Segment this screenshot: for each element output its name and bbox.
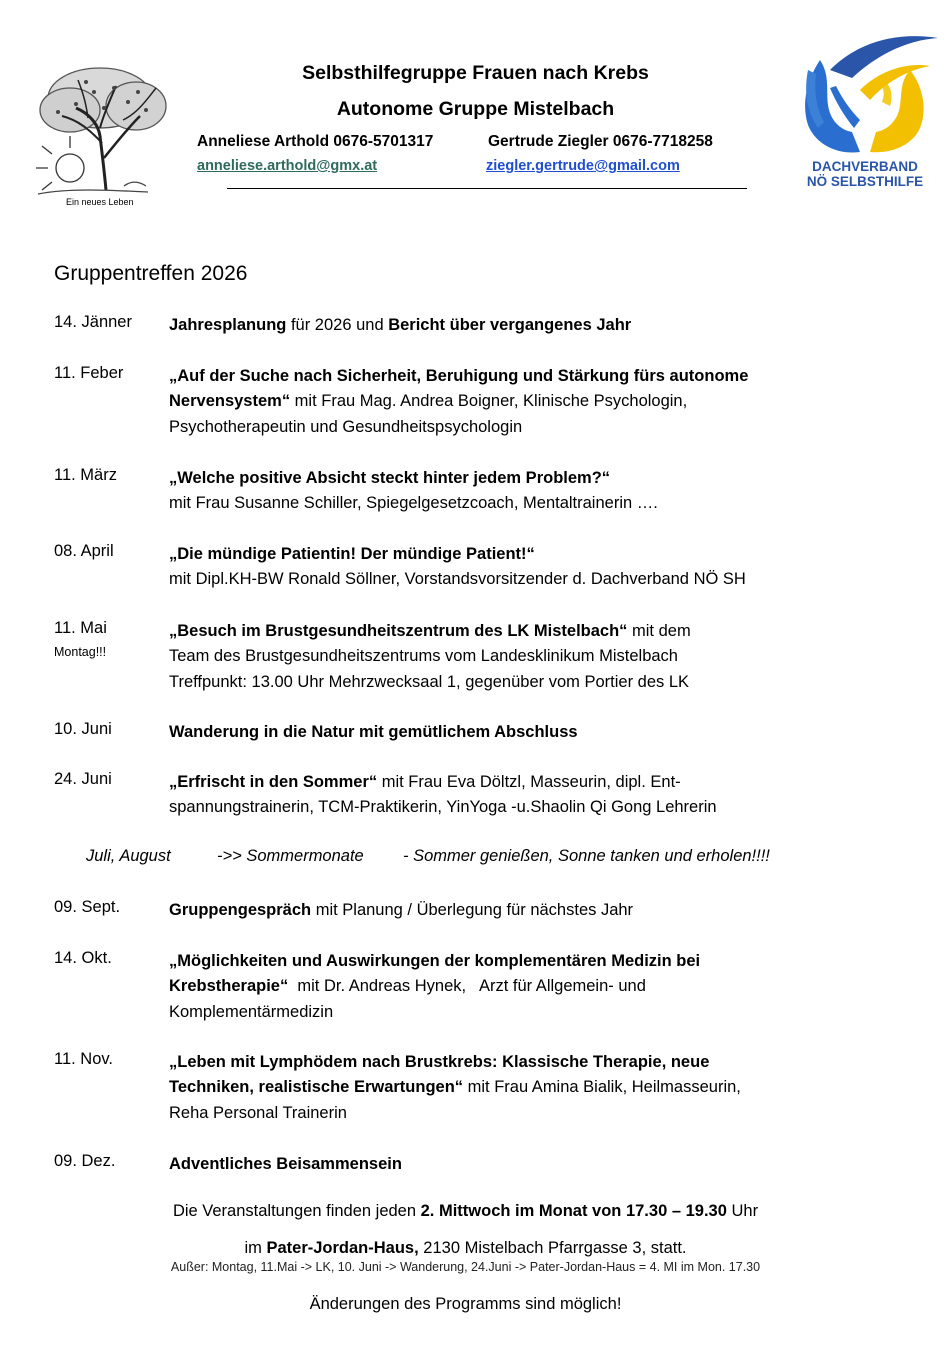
- entry-text: mit Frau Amina Bialik, Heilmasseurin,: [463, 1078, 741, 1097]
- helping-hands-icon: [790, 30, 940, 165]
- entry-description-line: [169, 415, 869, 440]
- entry-highlight-text: Techniken, realistische Erwartungen“: [169, 1078, 464, 1097]
- entry-highlight-text: Jahresplanung: [169, 316, 287, 334]
- entry-description: [169, 1050, 869, 1126]
- entry-description: [169, 770, 869, 821]
- entry-highlight-text: Gruppengespräch: [169, 901, 312, 919]
- summer-arrow-text: ->> Sommermonate: [217, 847, 364, 865]
- entry-description-line: [169, 1050, 869, 1075]
- entry-date: 11. Nov.: [54, 1050, 113, 1068]
- entry-description-line: [169, 542, 869, 567]
- summer-months: Juli, August: [86, 847, 171, 865]
- section-title: Gruppentreffen 2026: [54, 262, 248, 285]
- entry-highlight-text: Wanderung in die Natur mit gemütlichem Abschluss: [169, 723, 578, 741]
- entry-highlight-text: „Besuch im Brustgesundheitszentrum des LK Mistelbach“: [169, 622, 628, 640]
- page-header: [0, 0, 951, 230]
- entry-description-line: [169, 1000, 869, 1025]
- entry-description-line: [169, 567, 869, 592]
- entry-text: mit Dr. Andreas Hynek, Arzt für Allgemein- und: [288, 977, 646, 996]
- email-link-ziegler[interactable]: ziegler.gertrude@gmail.com: [486, 158, 680, 174]
- entry-description-line: [169, 644, 869, 669]
- footer-changes-note: Änderungen des Programms sind möglich!: [309, 1295, 622, 1313]
- email-link-arthold[interactable]: anneliese.arthold@gmx.at: [197, 158, 378, 174]
- footer-location: [0, 1239, 931, 1258]
- entry-date: 11. Mai: [54, 619, 107, 637]
- entry-description-line: [169, 1075, 869, 1100]
- entry-text: mit Frau Mag. Andrea Boigner, Klinische Psychologin,: [290, 392, 688, 411]
- entry-description-line: [169, 670, 869, 695]
- entry-highlight-text: „Welche positive Absicht steckt hinter jedem Problem?“: [169, 469, 611, 487]
- entry-highlight-text: Nervensystem“: [169, 392, 291, 411]
- entry-date: 10. Juni: [54, 720, 112, 738]
- entry-text: Treffpunkt: 13.00 Uhr Mehrzwecksaal 1, gegenüber vom Portier des LK: [169, 672, 690, 691]
- contact-arthold: Anneliese Arthold 0676-5701317: [197, 133, 434, 150]
- entry-highlight-text: „Auf der Suche nach Sicherheit, Beruhigung und Stärkung fürs autonome: [169, 367, 749, 385]
- entry-date: 09. Sept.: [54, 898, 121, 916]
- entry-text: spannungstrainerin, TCM-Praktikerin, YinYoga -u.Shaolin Qi Gong Lehrerin: [169, 798, 717, 817]
- entry-highlight-text: Adventliches Beisammensein: [169, 1155, 402, 1173]
- entry-highlight-text: „Leben mit Lymphödem nach Brustkrebs: Klassische Therapie, neue: [169, 1053, 710, 1071]
- entry-description-line: [169, 1152, 869, 1177]
- entry-description: [169, 542, 869, 593]
- entry-date: 09. Dez.: [54, 1152, 116, 1170]
- entry-highlight-text: „Die mündige Patientin! Der mündige Patient!“: [169, 545, 535, 563]
- entry-description-line: [169, 949, 869, 974]
- entry-date: 11. März: [54, 466, 117, 484]
- entry-description: [169, 466, 869, 517]
- entry-description: [169, 313, 869, 338]
- entry-description-line: [169, 770, 869, 795]
- entry-description: [169, 1152, 869, 1177]
- org-title-line1: Selbsthilfegruppe Frauen nach Krebs: [302, 62, 649, 84]
- footer-line1-a: Die Veranstaltungen finden jeden: [172, 1202, 421, 1220]
- entry-date: 14. Jänner: [54, 313, 132, 331]
- entry-description-line: [169, 898, 869, 923]
- entry-text: mit Planung / Überlegung für nächstes Jahr: [311, 901, 634, 919]
- summer-note: - Sommer genießen, Sonne tanken und erholen!!!!: [403, 847, 770, 865]
- contact-ziegler: Gertrude Ziegler 0676-7718258: [488, 133, 713, 150]
- entry-text: Reha Personal Trainerin: [169, 1103, 347, 1122]
- entry-description-line: [169, 795, 869, 820]
- footer-schedule-info: [0, 1202, 931, 1221]
- entry-date: 11. Feber: [54, 364, 124, 382]
- entry-description-line: [169, 389, 869, 414]
- entry-date: 08. April: [54, 542, 114, 560]
- entry-description-line: [169, 1101, 869, 1126]
- entry-description-line: [169, 491, 869, 516]
- entry-description: [169, 364, 869, 440]
- dachverband-logo-line1: DACHVERBAND: [812, 159, 918, 174]
- dachverband-logo: [790, 30, 940, 195]
- entry-description: [169, 898, 869, 923]
- footer-exceptions: Außer: Montag, 11.Mai -> LK, 10. Juni -> Wanderung, 24.Juni -> Pater-Jordan-Haus = 4. MI im Mon. 17.30: [170, 1260, 761, 1274]
- tree-logo-caption: Ein neues Leben: [66, 197, 134, 207]
- entry-text: für 2026 und: [286, 316, 389, 334]
- footer-line2-c: 2130 Mistelbach Pfarrgasse 3, statt.: [418, 1239, 687, 1257]
- entry-description-line: [169, 313, 869, 338]
- entry-date: 24. Juni: [54, 770, 112, 788]
- footer-line2-a: im: [244, 1239, 267, 1257]
- entry-description-line: [169, 974, 869, 999]
- entry-text: mit Frau Eva Döltzl, Masseurin, dipl. Ent-: [377, 773, 681, 791]
- entry-highlight-text: „Erfrischt in den Sommer“: [169, 773, 378, 791]
- entry-text: Team des Brustgesundheitszentrums vom Landesklinikum Mistelbach: [169, 647, 678, 666]
- dachverband-logo-line2: NÖ SELBSTHILFE: [806, 174, 924, 189]
- entry-text: mit dem: [627, 622, 691, 640]
- entry-date-note: Montag!!!: [54, 645, 107, 659]
- entry-description-line: [169, 364, 869, 389]
- entry-highlight-text: Bericht über vergangenes Jahr: [388, 316, 632, 334]
- entry-text: Komplementärmedizin: [169, 1002, 334, 1021]
- entry-date: 14. Okt.: [54, 949, 112, 967]
- footer-line2-b: Pater-Jordan-Haus,: [266, 1239, 419, 1257]
- entry-highlight-text: Krebstherapie“: [169, 977, 289, 996]
- entry-text: mit Frau Susanne Schiller, Spiegelgesetzcoach, Mentaltrainerin ….: [169, 494, 658, 513]
- entry-description-line: [169, 720, 869, 745]
- footer-line1-b: 2. Mittwoch im Monat von 17.30 – 19.30: [420, 1202, 727, 1220]
- header-divider: [227, 188, 747, 189]
- org-title-line2: Autonome Gruppe Mistelbach: [336, 98, 615, 120]
- footer-line1-c: Uhr: [726, 1202, 759, 1220]
- entry-description-line: [169, 466, 869, 491]
- entry-highlight-text: „Möglichkeiten und Auswirkungen der komplementären Medizin bei: [169, 952, 701, 970]
- entry-description: [169, 619, 869, 695]
- entry-description-line: [169, 619, 869, 644]
- entry-text: Psychotherapeutin und Gesundheitspsychologin: [169, 417, 523, 436]
- entry-description: [169, 720, 869, 745]
- entry-text: mit Dipl.KH-BW Ronald Söllner, Vorstandsvorsitzender d. Dachverband NÖ SH: [169, 570, 746, 589]
- entry-description: [169, 949, 869, 1025]
